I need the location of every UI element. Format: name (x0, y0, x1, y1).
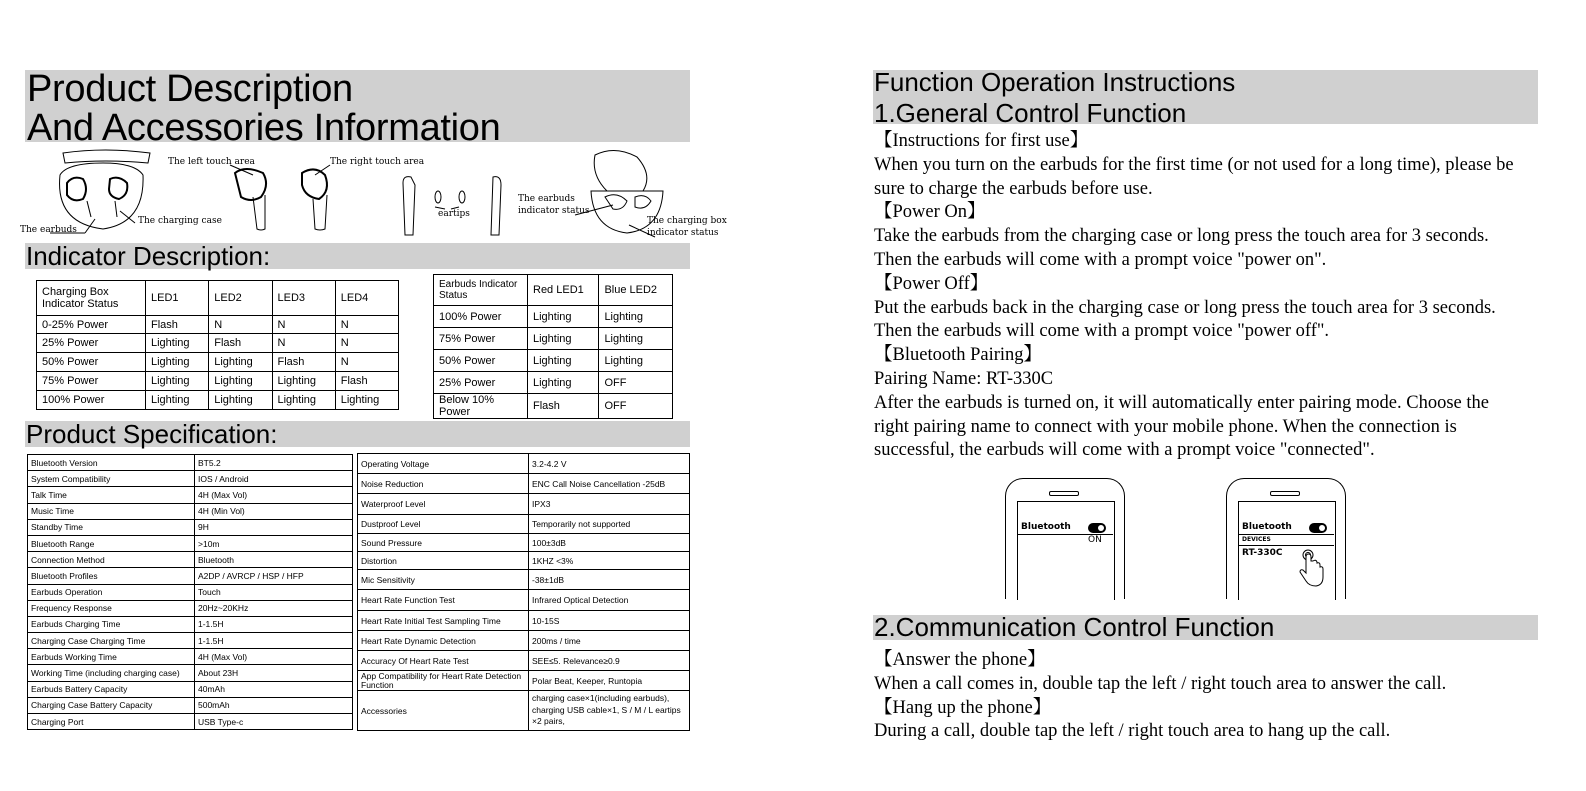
left-earbud-drawing (230, 165, 266, 230)
communication-text (874, 649, 1554, 744)
table-cell: 0-25% Power (37, 316, 146, 334)
spec-name: Accessories (358, 691, 529, 731)
table-row (358, 494, 690, 515)
table-cell: N (335, 353, 398, 372)
table-row (28, 714, 353, 730)
table-cell: Lighting (209, 372, 272, 391)
table-row (28, 503, 353, 519)
bluetooth-label: Bluetooth (1242, 522, 1292, 532)
table-row (358, 651, 690, 671)
label-box-indicator-1: The charging box (647, 216, 727, 226)
bluetooth-label: Bluetooth (1021, 522, 1071, 532)
spec-value: 20Hz~20KHz (195, 600, 353, 616)
table-cell: Flash (528, 394, 599, 419)
spec-name: Charging Port (28, 714, 195, 730)
bt-line-2: right pairing name to connect with your mobile phone. When the connection is (874, 416, 1457, 437)
bluetooth-on-label: ON (1088, 535, 1102, 545)
table-cell: Lighting (528, 328, 599, 350)
answer-label: 【Answer the phone】 (874, 650, 1046, 670)
table-cell: Lighting (209, 353, 272, 372)
table-row (434, 350, 673, 372)
table-row (28, 633, 353, 649)
spec-value: A2DP / AVRCP / HSP / HFP (195, 568, 353, 584)
table-cell: N (272, 316, 335, 334)
table-cell: Lighting (599, 350, 673, 372)
phone-speaker (1049, 491, 1079, 496)
table-row (28, 600, 353, 616)
spec-value: ENC Call Noise Cancellation -25dB (529, 474, 690, 494)
spec-name: Bluetooth Version (28, 455, 195, 471)
table-row (434, 328, 673, 350)
table-row (28, 616, 353, 632)
table-row (358, 611, 690, 631)
spec-name: Bluetooth Range (28, 535, 195, 551)
answer-text: When a call comes in, double tap the left / right touch area to answer the call. (874, 673, 1447, 694)
table-row (358, 590, 690, 611)
table-cell: Lighting (528, 350, 599, 372)
spec-name: Earbuds Battery Capacity (28, 681, 195, 697)
spec-value: USB Type-c (195, 714, 353, 730)
first-use-line-2: sure to charge the earbuds before use. (874, 178, 1153, 199)
spec-value: About 23H (195, 665, 353, 681)
table-row (28, 487, 353, 503)
table-cell: 50% Power (37, 353, 146, 372)
table-row (28, 649, 353, 665)
spec-value: IOS / Android (195, 471, 353, 487)
spec-name: Noise Reduction (358, 474, 529, 494)
spec-value: 200ms / time (529, 631, 690, 651)
table-row (28, 471, 353, 487)
table-cell: 50% Power (434, 350, 528, 372)
table-row (28, 681, 353, 697)
table-cell: Flash (272, 353, 335, 372)
spec-value: Infrared Optical Detection (529, 590, 690, 611)
right-earbud-drawing (302, 165, 330, 230)
bt-line-1: After the earbuds is turned on, it will automatically enter pairing mode. Choose the (874, 392, 1489, 413)
spec-name: Earbuds Operation (28, 584, 195, 600)
spec-name: Operating Voltage (358, 454, 529, 474)
table-row (358, 570, 690, 590)
table-cell: OFF (599, 372, 673, 394)
spec-value: 500mAh (195, 697, 353, 713)
spec-name: Sound Pressure (358, 534, 529, 552)
function-heading: Function Operation Instructions (874, 67, 1236, 97)
power-off-label: 【Power Off】 (874, 273, 989, 294)
spec-value: 4H (Min Vol) (195, 503, 353, 519)
table-cell: Below 10% Power (434, 394, 528, 419)
communication-heading: 2.Communication Control Function (874, 612, 1275, 642)
spec-value: 1KHZ <3% (529, 552, 690, 570)
pairing-name: Pairing Name: RT-330C (874, 368, 1054, 389)
table-row (434, 394, 673, 419)
table-row (28, 665, 353, 681)
label-charging-case: The charging case (138, 216, 222, 226)
header-cell: LED3 (272, 281, 335, 316)
label-left-touch: The left touch area (168, 157, 255, 167)
phone-screen (1017, 501, 1115, 600)
table-row (358, 631, 690, 651)
table-cell: Lighting (528, 306, 599, 328)
spec-name: Connection Method (28, 552, 195, 568)
table-row (358, 474, 690, 494)
table-cell: N (335, 316, 398, 334)
spec-value: 4H (Max Vol) (195, 487, 353, 503)
spec-name: Accuracy Of Heart Rate Test (358, 651, 529, 671)
table-row (358, 515, 690, 534)
table-row (37, 353, 399, 372)
table-cell: OFF (599, 394, 673, 419)
spec-heading: Product Specification: (26, 419, 278, 449)
earbuds-indicator-table (433, 274, 673, 419)
table-cell: Lighting (272, 391, 335, 410)
spec-name: Music Time (28, 503, 195, 519)
spec-value: 40mAh (195, 681, 353, 697)
spec-name: Charging Case Battery Capacity (28, 697, 195, 713)
table-row (28, 552, 353, 568)
table-cell: Lighting (528, 372, 599, 394)
charging-case-drawing (60, 150, 150, 229)
charging-box-indicator-table (36, 280, 399, 410)
table-row (358, 552, 690, 570)
label-the-earbuds: The earbuds (20, 225, 77, 235)
table-cell: Lighting (209, 391, 272, 410)
table-cell: N (335, 334, 398, 353)
spec-value: >10m (195, 535, 353, 551)
spec-value: Temporarily not supported (529, 515, 690, 534)
phone-speaker (1270, 491, 1300, 496)
header-cell: LED2 (209, 281, 272, 316)
phone-devices (1226, 478, 1346, 599)
table-row (37, 316, 399, 334)
spec-name: Charging Case Charging Time (28, 633, 195, 649)
spec-name: Heart Rate Dynamic Detection (358, 631, 529, 651)
table-cell: Lighting (599, 306, 673, 328)
header-cell: LED1 (146, 281, 209, 316)
label-right-touch: The right touch area (330, 157, 425, 167)
table-cell: Flash (335, 372, 398, 391)
table-row (28, 697, 353, 713)
spec-value: 4H (Max Vol) (195, 649, 353, 665)
spec-value: charging case×1(including earbuds), charging USB cable×1, S / M / L eartips ×2 pairs, (529, 691, 690, 731)
header-cell: Earbuds Indicator Status (434, 275, 528, 306)
table-row (37, 334, 399, 353)
spec-name: Talk Time (28, 487, 195, 503)
spec-name: Heart Rate Initial Test Sampling Time (358, 611, 529, 631)
table-cell: 100% Power (434, 306, 528, 328)
table-cell: Flash (209, 334, 272, 353)
spec-value: 1-1.5H (195, 633, 353, 649)
spec-value: BT5.2 (195, 455, 353, 471)
table-row (358, 671, 690, 691)
table-cell: Lighting (599, 328, 673, 350)
table-row (28, 455, 353, 471)
header-cell: Blue LED2 (599, 275, 673, 306)
power-on-label: 【Power On】 (874, 202, 986, 223)
header-cell: LED4 (335, 281, 398, 316)
table-row (434, 372, 673, 394)
table-row (434, 306, 673, 328)
first-use-line-1: When you turn on the earbuds for the first time (or not used for a long time), please be (874, 154, 1514, 175)
spec-value: Polar Beat, Keeper, Runtopia (529, 671, 690, 691)
power-off-line-1: Put the earbuds back in the charging case or long press the touch area for 3 seconds. (874, 297, 1496, 318)
eartips-drawing (403, 177, 501, 235)
hang-text: During a call, double tap the left / right touch area to hang up the call. (874, 721, 1391, 742)
spec-name: Earbuds Charging Time (28, 616, 195, 632)
spec-value: -38±1dB (529, 570, 690, 590)
spec-name: Heart Rate Function Test (358, 590, 529, 611)
table-row (28, 519, 353, 535)
page-title-line2: And Accessories Information (27, 107, 501, 149)
table-cell: N (272, 334, 335, 353)
table-row (28, 535, 353, 551)
table-cell: 75% Power (434, 328, 528, 350)
spec-name: Standby Time (28, 519, 195, 535)
table-cell: Lighting (146, 372, 209, 391)
spec-name: Working Time (including charging case) (28, 665, 195, 681)
devices-label: DEVICES (1242, 536, 1271, 543)
bt-line-3: successful, the earbuds will come with a prompt voice "connected". (874, 440, 1375, 461)
table-cell: Lighting (335, 391, 398, 410)
spec-name: Earbuds Working Time (28, 649, 195, 665)
spec-value: IPX3 (529, 494, 690, 515)
table-row (37, 391, 399, 410)
bluetooth-toggle[interactable] (1309, 523, 1327, 533)
bluetooth-toggle[interactable] (1088, 523, 1106, 533)
spec-name: Frequency Response (28, 600, 195, 616)
first-use-label: 【Instructions for first use】 (874, 131, 1089, 151)
spec-name: System Compatibility (28, 471, 195, 487)
table-cell: Lighting (146, 391, 209, 410)
spec-value: 3.2-4.2 V (529, 454, 690, 474)
spec-value: 9H (195, 519, 353, 535)
table-cell: 25% Power (434, 372, 528, 394)
toggle-divider (1238, 534, 1334, 535)
spec-table-left (27, 454, 353, 730)
page-title-line1: Product Description (27, 68, 353, 110)
spec-name: Distortion (358, 552, 529, 570)
devices-divider (1238, 545, 1334, 546)
table-row (28, 568, 353, 584)
label-box-indicator-2: indicator status (647, 228, 719, 238)
table-row (358, 454, 690, 474)
spec-value: 1-1.5H (195, 616, 353, 632)
power-on-line-2: Then the earbuds will come with a prompt voice "power on". (874, 249, 1327, 270)
indicator-heading: Indicator Description: (26, 241, 271, 271)
phone-bluetooth-on (1005, 478, 1125, 599)
table-cell: 100% Power (37, 391, 146, 410)
spec-value: 100±3dB (529, 534, 690, 552)
table-cell: Lighting (146, 353, 209, 372)
tap-hand-icon (1297, 549, 1327, 589)
bluetooth-pairing-label: 【Bluetooth Pairing】 (874, 345, 1043, 366)
instructions-text (874, 130, 1554, 463)
table-cell: 25% Power (37, 334, 146, 353)
spec-value: 10-15S (529, 611, 690, 631)
spec-name: Mic Sensitivity (358, 570, 529, 590)
header-cell: Charging Box Indicator Status (37, 281, 146, 316)
table-cell: N (209, 316, 272, 334)
device-rt330c[interactable]: RT-330C (1242, 548, 1283, 558)
header-cell: Red LED1 (528, 275, 599, 306)
label-eartips: eartips (438, 209, 470, 219)
label-earbuds-indicator-1: The earbuds (518, 194, 575, 204)
spec-value: Touch (195, 584, 353, 600)
spec-name: Dustproof Level (358, 515, 529, 534)
spec-table-right (357, 453, 690, 731)
power-off-line-2: Then the earbuds will come with a prompt voice "power off". (874, 321, 1330, 342)
table-cell: 75% Power (37, 372, 146, 391)
table-cell: Lighting (272, 372, 335, 391)
power-on-line-1: Take the earbuds from the charging case or long press the touch area for 3 seconds. (874, 226, 1489, 247)
table-cell: Lighting (146, 334, 209, 353)
spec-value: Bluetooth (195, 552, 353, 568)
table-cell: Flash (146, 316, 209, 334)
spec-value: SEE≤5. Relevance≥0.9 (529, 651, 690, 671)
general-control-heading: 1.General Control Function (874, 98, 1187, 128)
table-row (358, 534, 690, 552)
hang-label: 【Hang up the phone】 (874, 697, 1052, 718)
spec-name: Waterproof Level (358, 494, 529, 515)
label-earbuds-indicator-2: indicator status (518, 206, 590, 216)
table-row (28, 584, 353, 600)
table-row (37, 372, 399, 391)
spec-name: Bluetooth Profiles (28, 568, 195, 584)
table-row (358, 691, 690, 731)
spec-name: App Compatibility for Heart Rate Detection Function (358, 671, 529, 691)
